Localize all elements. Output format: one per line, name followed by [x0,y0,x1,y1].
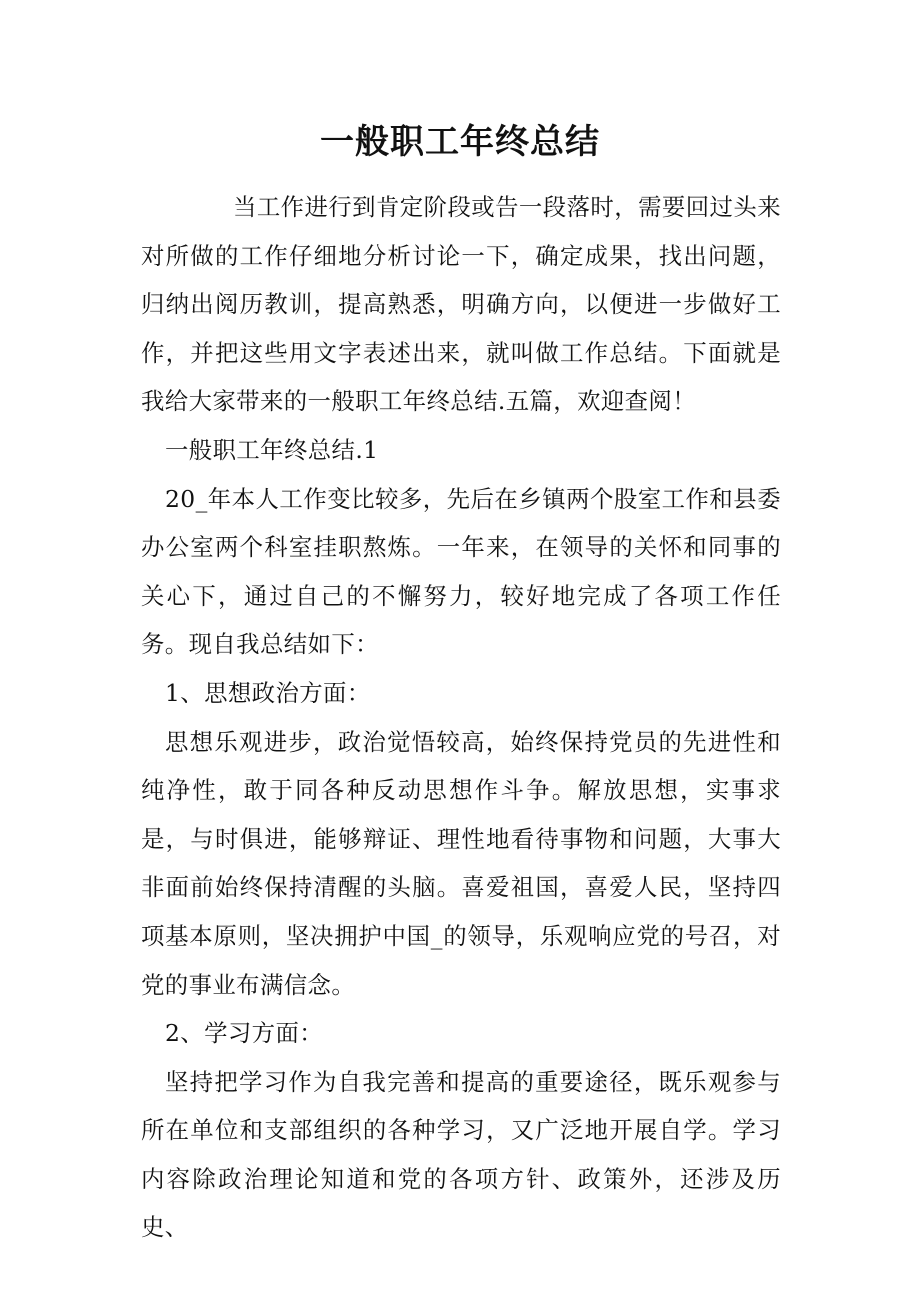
section-heading: 一般职工年终总结.1 [165,435,379,464]
document-title: 一般职工年终总结 [320,122,600,162]
intro-paragraph: 当工作进行到肯定阶段或告一段落时，需要回过头来对所做的工作仔细地分析讨论一下，确定成果，找出问题，归纳出阅历教训，提高熟悉，明确方向，以便进一步做好工作，并把这些用文字表述出来，就叫做工作总结。下面就是我给大家带来的一般职工年终总结.五篇，欢迎查阅！ [141,193,781,416]
paragraph: 20_年本人工作变比较多，先后在乡镇两个股室工作和县委办公室两个科室挂职熬炼。一年来，在领导的关怀和同事的关心下，通过自己的不懈努力，较好地完成了各项工作任务。现自我总结如下： [141,484,781,659]
document-body [141,183,781,1252]
paragraph: 思想乐观进步，政治觉悟较高，始终保持党员的先进性和纯净性，敢于同各种反动思想作斗争。解放思想，实事求是，与时俱进，能够辩证、理性地看待事物和问题，大事大非面前始终保持清醒的头脑。喜爱祖国，喜爱人民，坚持四项基本原则，坚决拥护中国_的领导，乐观响应党的号召，对党的事业布满信念。 [141,727,781,999]
subheading-study: 2、学习方面： [165,1019,324,1048]
subheading-politics: 1、思想政治方面： [165,678,371,707]
paragraph: 坚持把学习作为自我完善和提高的重要途径，既乐观参与所在单位和支部组织的各种学习，又广泛地开展自学。学习内容除政治理论知道和党的各项方针、政策外，还涉及历史、 [141,1067,781,1242]
